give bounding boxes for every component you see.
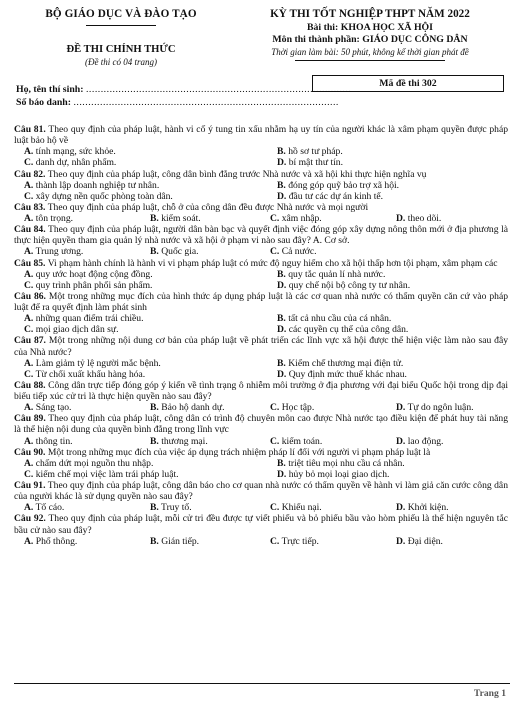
candidate-number-line <box>16 97 376 108</box>
question-item <box>14 513 508 546</box>
answer-option <box>386 402 508 413</box>
option-text: thành lập doanh nghiệp tư nhân. <box>35 179 160 191</box>
option-letter: B. <box>150 435 159 447</box>
answer-option <box>267 191 508 202</box>
question-stem <box>14 513 508 535</box>
question-text: Theo quy định của pháp luật, công dân báo cho cơ quan nhà nước có thẩm quyền về hành vi làm giả căn cước công dân của người khác là sử dụng quyền nào sau đây? <box>14 480 508 503</box>
answer-option <box>14 358 267 369</box>
answer-option <box>260 246 386 257</box>
option-text: hồ sơ tư pháp. <box>288 146 343 158</box>
answer-option <box>14 402 140 413</box>
option-text: bí mật thư tín. <box>288 157 343 169</box>
answer-option <box>14 180 267 191</box>
question-text: Theo quy định của pháp luật, công dân bình đẳng trước Nhà nước và xã hội khi thực hiện nghĩa vụ <box>47 168 427 180</box>
option-text: Làm giảm tỷ lệ người mắc bệnh. <box>35 357 161 369</box>
question-list <box>14 124 508 547</box>
question-item <box>14 480 508 513</box>
option-letter: B. <box>277 357 286 369</box>
option-letter: D. <box>396 402 406 414</box>
option-text: Quốc gia. <box>161 246 199 258</box>
answer-options <box>14 358 508 380</box>
option-letter: D. <box>396 535 406 547</box>
candidate-name-label: Họ, tên thí sinh: <box>16 84 84 95</box>
question-item <box>14 169 508 202</box>
answer-option <box>386 213 508 224</box>
question-text: Theo quy định của pháp luật, chỗ ở của công dân đều được Nhà nước và mọi người <box>47 201 369 213</box>
option-letter: D. <box>277 468 287 480</box>
question-stem <box>14 447 508 458</box>
option-text: quy trình phân phối sản phẩm. <box>35 279 153 291</box>
answer-option <box>386 536 508 547</box>
answer-option <box>140 502 260 513</box>
answer-options <box>14 436 508 447</box>
pages-note: (Đề thi có 04 trang) <box>85 57 157 68</box>
option-letter: B. <box>277 268 286 280</box>
option-text: quy tắc quản lí nhà nước. <box>288 268 386 280</box>
option-text: mọi giao dịch dân sự. <box>35 324 119 336</box>
option-text: xâm nhập. <box>281 213 322 224</box>
option-text: quy chế nội bộ công ty tư nhân. <box>288 279 411 291</box>
answer-option <box>14 324 267 335</box>
option-letter: D. <box>277 157 287 169</box>
question-number: Câu 81. <box>14 124 46 135</box>
answer-option <box>260 536 386 547</box>
option-letter: B. <box>277 146 286 158</box>
answer-option <box>267 157 508 168</box>
exam-section: Bài thi: KHOA HỌC XÃ HỘI <box>306 21 433 33</box>
answer-options <box>14 213 508 224</box>
question-number: Câu 88. <box>14 379 46 391</box>
option-letter: B. <box>150 213 159 224</box>
answer-option <box>140 436 260 447</box>
exam-code-box: Mã đề thi 302 <box>312 75 504 92</box>
answer-options <box>14 536 508 547</box>
option-text: Học tập. <box>281 402 315 414</box>
question-text: Vi phạm hành chính là hành vi vi phạm pháp luật có mức độ nguy hiểm cho xã hội thấp hơn tội phạm, xâm phạm các <box>47 257 498 269</box>
page-number: Trang 1 <box>473 688 506 699</box>
question-text: Công dân trực tiếp đóng góp ý kiến về tình trạng ô nhiễm môi trường ở địa phương với đại biểu Quốc hội trong dịp đại biểu tiếp xúc cử tri là thực hiện quyền nào sau đây? <box>14 379 508 402</box>
answer-option <box>267 369 508 380</box>
option-text: lao động. <box>407 435 444 447</box>
answer-option <box>386 502 508 513</box>
answer-option <box>14 213 140 224</box>
question-item <box>14 224 508 257</box>
option-text: Tự do ngôn luận. <box>407 402 474 414</box>
option-letter: A. <box>24 402 34 414</box>
answer-option <box>267 180 508 191</box>
option-text: Tố cáo. <box>35 502 65 514</box>
answer-option <box>14 157 267 168</box>
question-number: Câu 89. <box>14 413 46 425</box>
question-number: Câu 84. <box>14 224 46 236</box>
option-text: chấm dứt mọi nguồn thu nhập. <box>35 457 154 469</box>
answer-option <box>14 536 140 547</box>
question-item <box>14 335 508 380</box>
option-letter: C. <box>24 468 34 480</box>
option-letter: C. <box>270 502 280 514</box>
answer-option <box>260 502 386 513</box>
answer-option <box>140 402 260 413</box>
option-letter: A. <box>24 213 34 224</box>
ministry-name: BỘ GIÁO DỤC VÀ ĐÀO TẠO <box>45 8 197 20</box>
option-letter: B. <box>150 402 159 414</box>
question-number: Câu 87. <box>14 335 46 347</box>
exam-subject: Môn thi thành phần: GIÁO DỤC CÔNG DÂN <box>272 34 468 46</box>
option-text: đóng góp quỹ bảo trợ xã hội. <box>288 179 400 191</box>
option-text: Sáng tạo. <box>35 402 72 414</box>
option-letter: B. <box>150 535 159 547</box>
option-letter: B. <box>150 502 159 514</box>
option-text: kiểm soát. <box>161 213 201 224</box>
question-item <box>14 413 508 446</box>
answer-option <box>14 280 267 291</box>
question-number: Câu 92. <box>14 513 46 525</box>
option-letter: C. <box>24 279 34 291</box>
answer-option <box>267 280 508 291</box>
exam-time: Thời gian làm bài: 50 phút, không kể thời gian phát đề <box>271 46 469 57</box>
answer-option <box>14 246 140 257</box>
question-stem <box>14 202 508 213</box>
exam-title: KỲ THI TỐT NGHIỆP THPT NĂM 2022 <box>270 8 470 20</box>
option-text: hủy bỏ mọi loại giao dịch. <box>288 468 390 480</box>
answer-option <box>140 246 260 257</box>
candidate-name-line <box>16 84 376 95</box>
answer-options <box>14 146 508 168</box>
option-letter: D. <box>396 502 406 514</box>
option-text: kiểm toán. <box>281 435 323 447</box>
question-item <box>14 202 508 224</box>
option-letter: C. <box>24 324 34 336</box>
question-item <box>14 124 508 169</box>
answer-option <box>267 269 508 280</box>
option-text: những quan điểm trái chiều. <box>35 313 144 325</box>
option-letter: B. <box>277 313 286 325</box>
question-number: Câu 91. <box>14 480 46 491</box>
official-exam-label: ĐỀ THI CHÍNH THỨC <box>66 43 176 55</box>
answer-option <box>140 213 260 224</box>
option-letter: C. <box>24 157 34 169</box>
option-text: Khiếu nại. <box>281 502 322 514</box>
question-stem <box>14 258 508 269</box>
header-left <box>16 8 226 68</box>
answer-options <box>14 180 508 202</box>
candidate-number-label: Số báo danh: <box>16 97 71 108</box>
answer-option <box>14 146 267 157</box>
option-text: triệt tiêu mọi nhu cầu cá nhân. <box>288 457 405 469</box>
question-stem <box>14 413 508 435</box>
answer-option <box>260 436 386 447</box>
answer-option <box>14 469 267 480</box>
option-letter: A. <box>24 246 34 258</box>
option-text: Trung ương. <box>35 246 84 258</box>
option-letter: B. <box>277 179 286 191</box>
question-stem <box>14 291 508 313</box>
option-letter: A. <box>24 179 34 191</box>
option-letter: A. <box>24 357 34 369</box>
question-stem <box>14 480 508 502</box>
candidate-name-dots: .......................................................................................... <box>85 84 352 95</box>
option-letter: C. <box>270 435 280 447</box>
answer-option <box>14 436 140 447</box>
question-text: Theo quy định của pháp luật, hành vi cố ý tung tin xấu nhằm hạ uy tín của người khác là xâm phạm quyền được pháp luật bảo hộ về <box>14 124 508 147</box>
question-text: Theo quy định của pháp luật, người dân bàn bạc và quyết định việc đóng góp xây dựng nông thôn mới ở địa phương là thực hiện quyền tham gia quản lý nhà nước và xã hội ở phạm vi nào sau đây? A. Cơ sở. <box>14 224 508 247</box>
option-text: Truy tố. <box>161 502 192 514</box>
option-text: Bảo hộ danh dự. <box>161 402 225 414</box>
candidate-number-dots: .......................................................................................... <box>73 97 339 108</box>
option-letter: C. <box>270 246 280 258</box>
option-letter: A. <box>24 146 34 158</box>
option-letter: A. <box>24 535 34 547</box>
option-letter: C. <box>270 213 280 224</box>
question-number: Câu 86. <box>14 290 46 302</box>
answer-options <box>14 402 508 413</box>
answer-options <box>14 313 508 335</box>
answer-option <box>267 324 508 335</box>
option-text: thông tin. <box>35 435 73 447</box>
question-text: Theo quy định của pháp luật, công dân có trình độ chuyên môn cao được Nhà nước tạo điều kiện để phát huy tài năng là thể hiện nội dung của quyền bình đẳng trong lĩnh vực <box>14 413 509 436</box>
question-stem <box>14 335 508 357</box>
answer-option <box>267 469 508 480</box>
question-item <box>14 380 508 413</box>
answer-options <box>14 269 508 291</box>
answer-option <box>386 246 508 257</box>
option-text: Đại diện. <box>407 535 443 547</box>
question-stem <box>14 169 508 180</box>
answer-option <box>267 358 508 369</box>
option-letter: A. <box>24 435 34 447</box>
answer-option <box>260 402 386 413</box>
option-text: Gián tiếp. <box>161 535 200 547</box>
option-letter: D. <box>396 213 406 224</box>
answer-option <box>260 213 386 224</box>
answer-option <box>14 458 267 469</box>
footer-divider <box>14 683 510 684</box>
option-letter: D. <box>396 435 406 447</box>
option-text: kiểm chế mọi việc làm trái pháp luật. <box>35 468 179 480</box>
option-letter: D. <box>277 190 287 202</box>
option-letter: A. <box>24 502 34 514</box>
option-letter: A. <box>24 268 34 280</box>
option-text: quy ước hoạt động cộng đồng. <box>35 268 153 280</box>
option-text: đầu tư các dự án kinh tế. <box>288 190 384 202</box>
option-letter: B. <box>277 457 286 469</box>
option-letter: B. <box>150 246 159 258</box>
option-letter: C. <box>270 535 280 547</box>
answer-option <box>14 369 267 380</box>
option-text: danh dự, nhân phẩm. <box>35 157 117 169</box>
header-left-divider <box>86 25 156 26</box>
option-text: Khởi kiện. <box>407 502 449 514</box>
question-item <box>14 258 508 291</box>
option-text: Cả nước. <box>281 246 317 258</box>
answer-option <box>267 146 508 157</box>
header-right <box>228 8 512 61</box>
option-text: các quyền cụ thể của công dân. <box>288 324 409 336</box>
answer-options <box>14 502 508 513</box>
question-number: Câu 85. <box>14 257 46 269</box>
option-text: Phổ thông. <box>35 535 78 547</box>
option-letter: C. <box>24 368 34 380</box>
answer-option <box>14 502 140 513</box>
option-text: Trực tiếp. <box>281 535 319 547</box>
option-letter: C. <box>270 402 280 414</box>
option-letter: C. <box>24 190 34 202</box>
answer-options <box>14 246 508 257</box>
question-text: Theo quy định của pháp luật, mỗi cử tri đều được tự viết phiếu và bỏ phiếu bầu vào hòm phiếu là thể hiện nguyên tắc bầu cử nào sau đây? <box>14 513 508 536</box>
option-text: theo dõi. <box>407 213 442 224</box>
option-letter: D. <box>277 324 287 336</box>
answer-option <box>14 313 267 324</box>
question-text: Một trong những nội dung cơ bản của pháp luật về phát triển các lĩnh vực xã hội được thể hiện việc làm nào sau đây của Nhà nước? <box>14 335 509 358</box>
option-text: xây dựng nền quốc phòng toàn dân. <box>35 190 173 202</box>
option-text: tất cả nhu cầu của cá nhân. <box>288 313 392 325</box>
option-letter: D. <box>277 368 287 380</box>
option-text: Từ chối xuất khẩu hàng hóa. <box>35 368 146 380</box>
header-right-divider <box>295 60 445 61</box>
answer-options <box>14 458 508 480</box>
answer-option <box>140 536 260 547</box>
question-item <box>14 291 508 336</box>
option-text: Kiểm chế thương mại điện tử. <box>288 357 404 369</box>
answer-option <box>386 436 508 447</box>
question-item <box>14 447 508 480</box>
option-letter: A. <box>24 457 34 469</box>
answer-option <box>14 191 267 202</box>
answer-option <box>14 269 267 280</box>
answer-option <box>267 458 508 469</box>
question-number: Câu 83. <box>14 201 46 213</box>
option-text: tính mạng, sức khỏe. <box>35 146 116 158</box>
question-stem <box>14 224 508 246</box>
question-stem <box>14 380 508 402</box>
question-number: Câu 90. <box>14 446 46 458</box>
option-letter: D. <box>277 279 287 291</box>
question-text: Một trong những mục đích của việc áp dụng trách nhiệm pháp lí đối với người vi phạm pháp luật là <box>47 446 431 458</box>
question-number: Câu 82. <box>14 168 46 180</box>
question-stem <box>14 124 508 146</box>
option-letter: A. <box>24 313 34 325</box>
option-text: Quy định mức thuế khác nhau. <box>288 368 407 380</box>
answer-option <box>267 313 508 324</box>
question-text: Một trong những mục đích của hình thức áp dụng pháp luật là các cơ quan nhà nước có thẩm quyền căn cứ vào pháp luật để ra quyết định làm phát sinh <box>14 290 509 313</box>
option-text: tôn trọng. <box>35 213 74 224</box>
option-text: thương mại. <box>161 435 208 447</box>
